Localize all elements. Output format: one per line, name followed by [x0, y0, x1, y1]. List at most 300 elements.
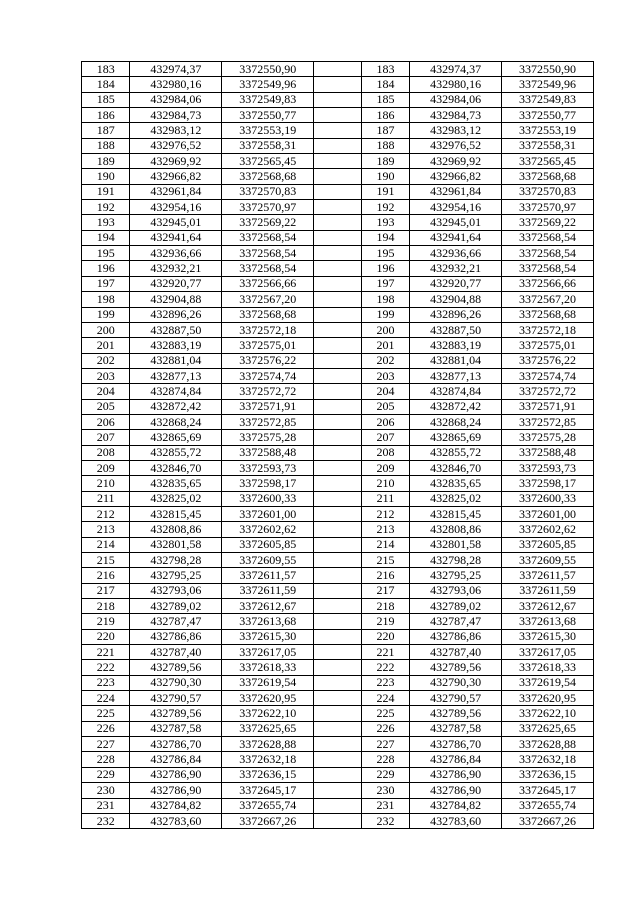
column-gap	[314, 460, 361, 475]
column-gap	[314, 813, 361, 828]
right-x-coordinate: 432835,65	[410, 476, 502, 491]
table-row	[82, 215, 594, 230]
left-point-number: 224	[82, 691, 130, 706]
left-x-coordinate: 432904,88	[130, 292, 222, 307]
right-y-coordinate: 3372655,74	[502, 798, 594, 813]
right-x-coordinate: 432976,52	[410, 138, 502, 153]
left-x-coordinate: 432784,82	[130, 798, 222, 813]
left-x-coordinate: 432846,70	[130, 460, 222, 475]
left-point-number: 214	[82, 537, 130, 552]
column-gap	[314, 261, 361, 276]
right-x-coordinate: 432784,82	[410, 798, 502, 813]
column-gap	[314, 92, 361, 107]
right-y-coordinate: 3372568,54	[502, 230, 594, 245]
right-point-number: 185	[361, 92, 409, 107]
right-y-coordinate: 3372568,54	[502, 261, 594, 276]
right-point-number: 206	[361, 414, 409, 429]
right-point-number: 201	[361, 338, 409, 353]
left-x-coordinate: 432789,56	[130, 706, 222, 721]
right-y-coordinate: 3372612,67	[502, 599, 594, 614]
column-gap	[314, 476, 361, 491]
right-y-coordinate: 3372570,83	[502, 184, 594, 199]
right-x-coordinate: 432872,42	[410, 399, 502, 414]
column-gap	[314, 783, 361, 798]
table-row	[82, 368, 594, 383]
table-row	[82, 783, 594, 798]
right-y-coordinate: 3372615,30	[502, 629, 594, 644]
column-gap	[314, 368, 361, 383]
right-point-number: 220	[361, 629, 409, 644]
column-gap	[314, 292, 361, 307]
right-point-number: 226	[361, 721, 409, 736]
right-x-coordinate: 432904,88	[410, 292, 502, 307]
left-y-coordinate: 3372566,66	[222, 276, 314, 291]
right-point-number: 224	[361, 691, 409, 706]
right-y-coordinate: 3372576,22	[502, 353, 594, 368]
left-x-coordinate: 432954,16	[130, 200, 222, 215]
right-x-coordinate: 432868,24	[410, 414, 502, 429]
left-y-coordinate: 3372622,10	[222, 706, 314, 721]
left-point-number: 232	[82, 813, 130, 828]
right-y-coordinate: 3372575,28	[502, 430, 594, 445]
right-point-number: 219	[361, 614, 409, 629]
right-point-number: 228	[361, 752, 409, 767]
right-y-coordinate: 3372620,95	[502, 691, 594, 706]
right-y-coordinate: 3372568,68	[502, 169, 594, 184]
left-x-coordinate: 432881,04	[130, 353, 222, 368]
left-point-number: 218	[82, 599, 130, 614]
table-row	[82, 62, 594, 77]
column-gap	[314, 614, 361, 629]
column-gap	[314, 721, 361, 736]
right-x-coordinate: 432789,02	[410, 599, 502, 614]
column-gap	[314, 338, 361, 353]
right-point-number: 183	[361, 62, 409, 77]
left-point-number: 206	[82, 414, 130, 429]
left-x-coordinate: 432855,72	[130, 445, 222, 460]
left-x-coordinate: 432798,28	[130, 553, 222, 568]
left-y-coordinate: 3372575,01	[222, 338, 314, 353]
left-y-coordinate: 3372601,00	[222, 506, 314, 521]
right-y-coordinate: 3372611,59	[502, 583, 594, 598]
left-x-coordinate: 432883,19	[130, 338, 222, 353]
right-y-coordinate: 3372565,45	[502, 154, 594, 169]
right-x-coordinate: 432825,02	[410, 491, 502, 506]
left-point-number: 219	[82, 614, 130, 629]
right-x-coordinate: 432969,92	[410, 154, 502, 169]
right-y-coordinate: 3372572,85	[502, 414, 594, 429]
table-row	[82, 292, 594, 307]
left-x-coordinate: 432877,13	[130, 368, 222, 383]
right-point-number: 221	[361, 645, 409, 660]
left-point-number: 207	[82, 430, 130, 445]
right-point-number: 195	[361, 246, 409, 261]
left-y-coordinate: 3372636,15	[222, 767, 314, 782]
left-x-coordinate: 432787,58	[130, 721, 222, 736]
right-y-coordinate: 3372593,73	[502, 460, 594, 475]
right-x-coordinate: 432961,84	[410, 184, 502, 199]
column-gap	[314, 200, 361, 215]
table-row	[82, 307, 594, 322]
left-x-coordinate: 432835,65	[130, 476, 222, 491]
left-y-coordinate: 3372550,90	[222, 62, 314, 77]
right-y-coordinate: 3372567,20	[502, 292, 594, 307]
right-x-coordinate: 432798,28	[410, 553, 502, 568]
left-point-number: 210	[82, 476, 130, 491]
right-y-coordinate: 3372602,62	[502, 522, 594, 537]
table-row	[82, 108, 594, 123]
right-point-number: 196	[361, 261, 409, 276]
left-y-coordinate: 3372568,68	[222, 307, 314, 322]
right-y-coordinate: 3372645,17	[502, 783, 594, 798]
column-gap	[314, 246, 361, 261]
left-x-coordinate: 432789,02	[130, 599, 222, 614]
left-y-coordinate: 3372565,45	[222, 154, 314, 169]
column-gap	[314, 169, 361, 184]
left-point-number: 186	[82, 108, 130, 123]
left-point-number: 220	[82, 629, 130, 644]
column-gap	[314, 629, 361, 644]
right-x-coordinate: 432795,25	[410, 568, 502, 583]
right-y-coordinate: 3372549,83	[502, 92, 594, 107]
left-point-number: 184	[82, 77, 130, 92]
right-point-number: 207	[361, 430, 409, 445]
right-y-coordinate: 3372619,54	[502, 675, 594, 690]
left-point-number: 200	[82, 322, 130, 337]
table-row	[82, 460, 594, 475]
right-point-number: 227	[361, 737, 409, 752]
left-y-coordinate: 3372549,96	[222, 77, 314, 92]
right-y-coordinate: 3372622,10	[502, 706, 594, 721]
left-y-coordinate: 3372620,95	[222, 691, 314, 706]
left-y-coordinate: 3372602,62	[222, 522, 314, 537]
left-point-number: 222	[82, 660, 130, 675]
right-x-coordinate: 432896,26	[410, 307, 502, 322]
right-point-number: 232	[361, 813, 409, 828]
table-row	[82, 123, 594, 138]
table-row	[82, 798, 594, 813]
right-y-coordinate: 3372553,19	[502, 123, 594, 138]
table-row	[82, 767, 594, 782]
table-row	[82, 706, 594, 721]
column-gap	[314, 537, 361, 552]
table-row	[82, 645, 594, 660]
right-point-number: 229	[361, 767, 409, 782]
left-x-coordinate: 432868,24	[130, 414, 222, 429]
right-point-number: 211	[361, 491, 409, 506]
column-gap	[314, 645, 361, 660]
right-point-number: 215	[361, 553, 409, 568]
table-row	[82, 200, 594, 215]
left-point-number: 201	[82, 338, 130, 353]
left-y-coordinate: 3372611,59	[222, 583, 314, 598]
left-point-number: 225	[82, 706, 130, 721]
left-x-coordinate: 432941,64	[130, 230, 222, 245]
right-point-number: 230	[361, 783, 409, 798]
column-gap	[314, 138, 361, 153]
right-x-coordinate: 432980,16	[410, 77, 502, 92]
left-point-number: 185	[82, 92, 130, 107]
right-point-number: 184	[361, 77, 409, 92]
right-y-coordinate: 3372574,74	[502, 368, 594, 383]
right-point-number: 217	[361, 583, 409, 598]
right-y-coordinate: 3372609,55	[502, 553, 594, 568]
left-y-coordinate: 3372553,19	[222, 123, 314, 138]
left-point-number: 203	[82, 368, 130, 383]
right-point-number: 186	[361, 108, 409, 123]
left-y-coordinate: 3372605,85	[222, 537, 314, 552]
left-x-coordinate: 432801,58	[130, 537, 222, 552]
left-x-coordinate: 432887,50	[130, 322, 222, 337]
right-y-coordinate: 3372611,57	[502, 568, 594, 583]
right-y-coordinate: 3372636,15	[502, 767, 594, 782]
right-point-number: 225	[361, 706, 409, 721]
left-x-coordinate: 432980,16	[130, 77, 222, 92]
column-gap	[314, 384, 361, 399]
right-x-coordinate: 432966,82	[410, 169, 502, 184]
right-y-coordinate: 3372550,90	[502, 62, 594, 77]
right-point-number: 223	[361, 675, 409, 690]
left-point-number: 190	[82, 169, 130, 184]
right-y-coordinate: 3372558,31	[502, 138, 594, 153]
left-x-coordinate: 432872,42	[130, 399, 222, 414]
right-y-coordinate: 3372600,33	[502, 491, 594, 506]
column-gap	[314, 123, 361, 138]
table-row	[82, 261, 594, 276]
left-point-number: 212	[82, 506, 130, 521]
left-x-coordinate: 432969,92	[130, 154, 222, 169]
right-point-number: 188	[361, 138, 409, 153]
right-point-number: 190	[361, 169, 409, 184]
left-y-coordinate: 3372572,72	[222, 384, 314, 399]
table-row	[82, 414, 594, 429]
left-point-number: 216	[82, 568, 130, 583]
table-row	[82, 138, 594, 153]
left-point-number: 188	[82, 138, 130, 153]
table-row	[82, 813, 594, 828]
left-point-number: 228	[82, 752, 130, 767]
right-point-number: 197	[361, 276, 409, 291]
left-point-number: 213	[82, 522, 130, 537]
right-x-coordinate: 432786,90	[410, 783, 502, 798]
left-x-coordinate: 432786,84	[130, 752, 222, 767]
left-y-coordinate: 3372574,74	[222, 368, 314, 383]
right-point-number: 204	[361, 384, 409, 399]
coordinates-table-body	[82, 62, 594, 829]
table-row	[82, 691, 594, 706]
right-y-coordinate: 3372632,18	[502, 752, 594, 767]
left-point-number: 183	[82, 62, 130, 77]
right-x-coordinate: 432855,72	[410, 445, 502, 460]
left-y-coordinate: 3372575,28	[222, 430, 314, 445]
right-x-coordinate: 432932,21	[410, 261, 502, 276]
column-gap	[314, 414, 361, 429]
left-x-coordinate: 432984,06	[130, 92, 222, 107]
right-point-number: 222	[361, 660, 409, 675]
right-y-coordinate: 3372613,68	[502, 614, 594, 629]
right-x-coordinate: 432789,56	[410, 706, 502, 721]
left-point-number: 211	[82, 491, 130, 506]
table-row	[82, 614, 594, 629]
left-y-coordinate: 3372619,54	[222, 675, 314, 690]
right-point-number: 205	[361, 399, 409, 414]
right-y-coordinate: 3372571,91	[502, 399, 594, 414]
right-x-coordinate: 432920,77	[410, 276, 502, 291]
left-x-coordinate: 432795,25	[130, 568, 222, 583]
table-row	[82, 430, 594, 445]
left-y-coordinate: 3372550,77	[222, 108, 314, 123]
right-point-number: 193	[361, 215, 409, 230]
right-point-number: 231	[361, 798, 409, 813]
left-point-number: 192	[82, 200, 130, 215]
table-row	[82, 583, 594, 598]
right-y-coordinate: 3372601,00	[502, 506, 594, 521]
left-y-coordinate: 3372618,33	[222, 660, 314, 675]
table-row	[82, 246, 594, 261]
left-x-coordinate: 432961,84	[130, 184, 222, 199]
right-x-coordinate: 432865,69	[410, 430, 502, 445]
left-point-number: 230	[82, 783, 130, 798]
left-y-coordinate: 3372598,17	[222, 476, 314, 491]
right-x-coordinate: 432786,84	[410, 752, 502, 767]
right-x-coordinate: 432787,40	[410, 645, 502, 660]
right-point-number: 200	[361, 322, 409, 337]
column-gap	[314, 307, 361, 322]
column-gap	[314, 660, 361, 675]
right-x-coordinate: 432984,73	[410, 108, 502, 123]
left-x-coordinate: 432789,56	[130, 660, 222, 675]
left-y-coordinate: 3372568,68	[222, 169, 314, 184]
right-point-number: 209	[361, 460, 409, 475]
left-point-number: 195	[82, 246, 130, 261]
right-point-number: 212	[361, 506, 409, 521]
table-row	[82, 169, 594, 184]
left-x-coordinate: 432874,84	[130, 384, 222, 399]
right-y-coordinate: 3372549,96	[502, 77, 594, 92]
table-row	[82, 353, 594, 368]
right-y-coordinate: 3372617,05	[502, 645, 594, 660]
right-x-coordinate: 432793,06	[410, 583, 502, 598]
left-x-coordinate: 432787,47	[130, 614, 222, 629]
column-gap	[314, 430, 361, 445]
column-gap	[314, 691, 361, 706]
left-y-coordinate: 3372628,88	[222, 737, 314, 752]
left-y-coordinate: 3372611,57	[222, 568, 314, 583]
right-y-coordinate: 3372667,26	[502, 813, 594, 828]
table-row	[82, 230, 594, 245]
right-y-coordinate: 3372588,48	[502, 445, 594, 460]
left-x-coordinate: 432976,52	[130, 138, 222, 153]
left-x-coordinate: 432815,45	[130, 506, 222, 521]
right-x-coordinate: 432783,60	[410, 813, 502, 828]
left-point-number: 202	[82, 353, 130, 368]
right-y-coordinate: 3372625,65	[502, 721, 594, 736]
right-x-coordinate: 432786,86	[410, 629, 502, 644]
column-gap	[314, 568, 361, 583]
right-point-number: 202	[361, 353, 409, 368]
right-x-coordinate: 432984,06	[410, 92, 502, 107]
left-y-coordinate: 3372655,74	[222, 798, 314, 813]
table-row	[82, 721, 594, 736]
column-gap	[314, 798, 361, 813]
left-x-coordinate: 432786,90	[130, 767, 222, 782]
right-y-coordinate: 3372550,77	[502, 108, 594, 123]
left-y-coordinate: 3372617,05	[222, 645, 314, 660]
left-x-coordinate: 432786,70	[130, 737, 222, 752]
left-point-number: 204	[82, 384, 130, 399]
left-point-number: 217	[82, 583, 130, 598]
column-gap	[314, 522, 361, 537]
left-point-number: 223	[82, 675, 130, 690]
column-gap	[314, 706, 361, 721]
left-point-number: 229	[82, 767, 130, 782]
column-gap	[314, 77, 361, 92]
right-x-coordinate: 432787,58	[410, 721, 502, 736]
left-x-coordinate: 432896,26	[130, 307, 222, 322]
left-y-coordinate: 3372645,17	[222, 783, 314, 798]
left-y-coordinate: 3372612,67	[222, 599, 314, 614]
left-x-coordinate: 432790,30	[130, 675, 222, 690]
right-y-coordinate: 3372570,97	[502, 200, 594, 215]
right-x-coordinate: 432974,37	[410, 62, 502, 77]
right-y-coordinate: 3372598,17	[502, 476, 594, 491]
column-gap	[314, 154, 361, 169]
left-y-coordinate: 3372588,48	[222, 445, 314, 460]
left-y-coordinate: 3372571,91	[222, 399, 314, 414]
left-y-coordinate: 3372572,18	[222, 322, 314, 337]
right-point-number: 203	[361, 368, 409, 383]
right-x-coordinate: 432790,57	[410, 691, 502, 706]
table-row	[82, 384, 594, 399]
left-y-coordinate: 3372625,65	[222, 721, 314, 736]
table-row	[82, 599, 594, 614]
left-point-number: 226	[82, 721, 130, 736]
left-y-coordinate: 3372570,97	[222, 200, 314, 215]
left-x-coordinate: 432786,90	[130, 783, 222, 798]
left-point-number: 205	[82, 399, 130, 414]
left-y-coordinate: 3372613,68	[222, 614, 314, 629]
left-point-number: 197	[82, 276, 130, 291]
table-row	[82, 338, 594, 353]
left-y-coordinate: 3372632,18	[222, 752, 314, 767]
left-x-coordinate: 432932,21	[130, 261, 222, 276]
column-gap	[314, 583, 361, 598]
column-gap	[314, 353, 361, 368]
left-x-coordinate: 432920,77	[130, 276, 222, 291]
right-point-number: 208	[361, 445, 409, 460]
column-gap	[314, 506, 361, 521]
left-x-coordinate: 432808,86	[130, 522, 222, 537]
right-point-number: 199	[361, 307, 409, 322]
left-point-number: 227	[82, 737, 130, 752]
left-point-number: 187	[82, 123, 130, 138]
right-x-coordinate: 432983,12	[410, 123, 502, 138]
table-row	[82, 491, 594, 506]
column-gap	[314, 752, 361, 767]
left-point-number: 198	[82, 292, 130, 307]
right-point-number: 189	[361, 154, 409, 169]
left-point-number: 215	[82, 553, 130, 568]
left-point-number: 191	[82, 184, 130, 199]
left-point-number: 209	[82, 460, 130, 475]
right-y-coordinate: 3372566,66	[502, 276, 594, 291]
column-gap	[314, 62, 361, 77]
right-y-coordinate: 3372572,18	[502, 322, 594, 337]
right-point-number: 198	[361, 292, 409, 307]
left-x-coordinate: 432825,02	[130, 491, 222, 506]
left-point-number: 194	[82, 230, 130, 245]
left-x-coordinate: 432790,57	[130, 691, 222, 706]
